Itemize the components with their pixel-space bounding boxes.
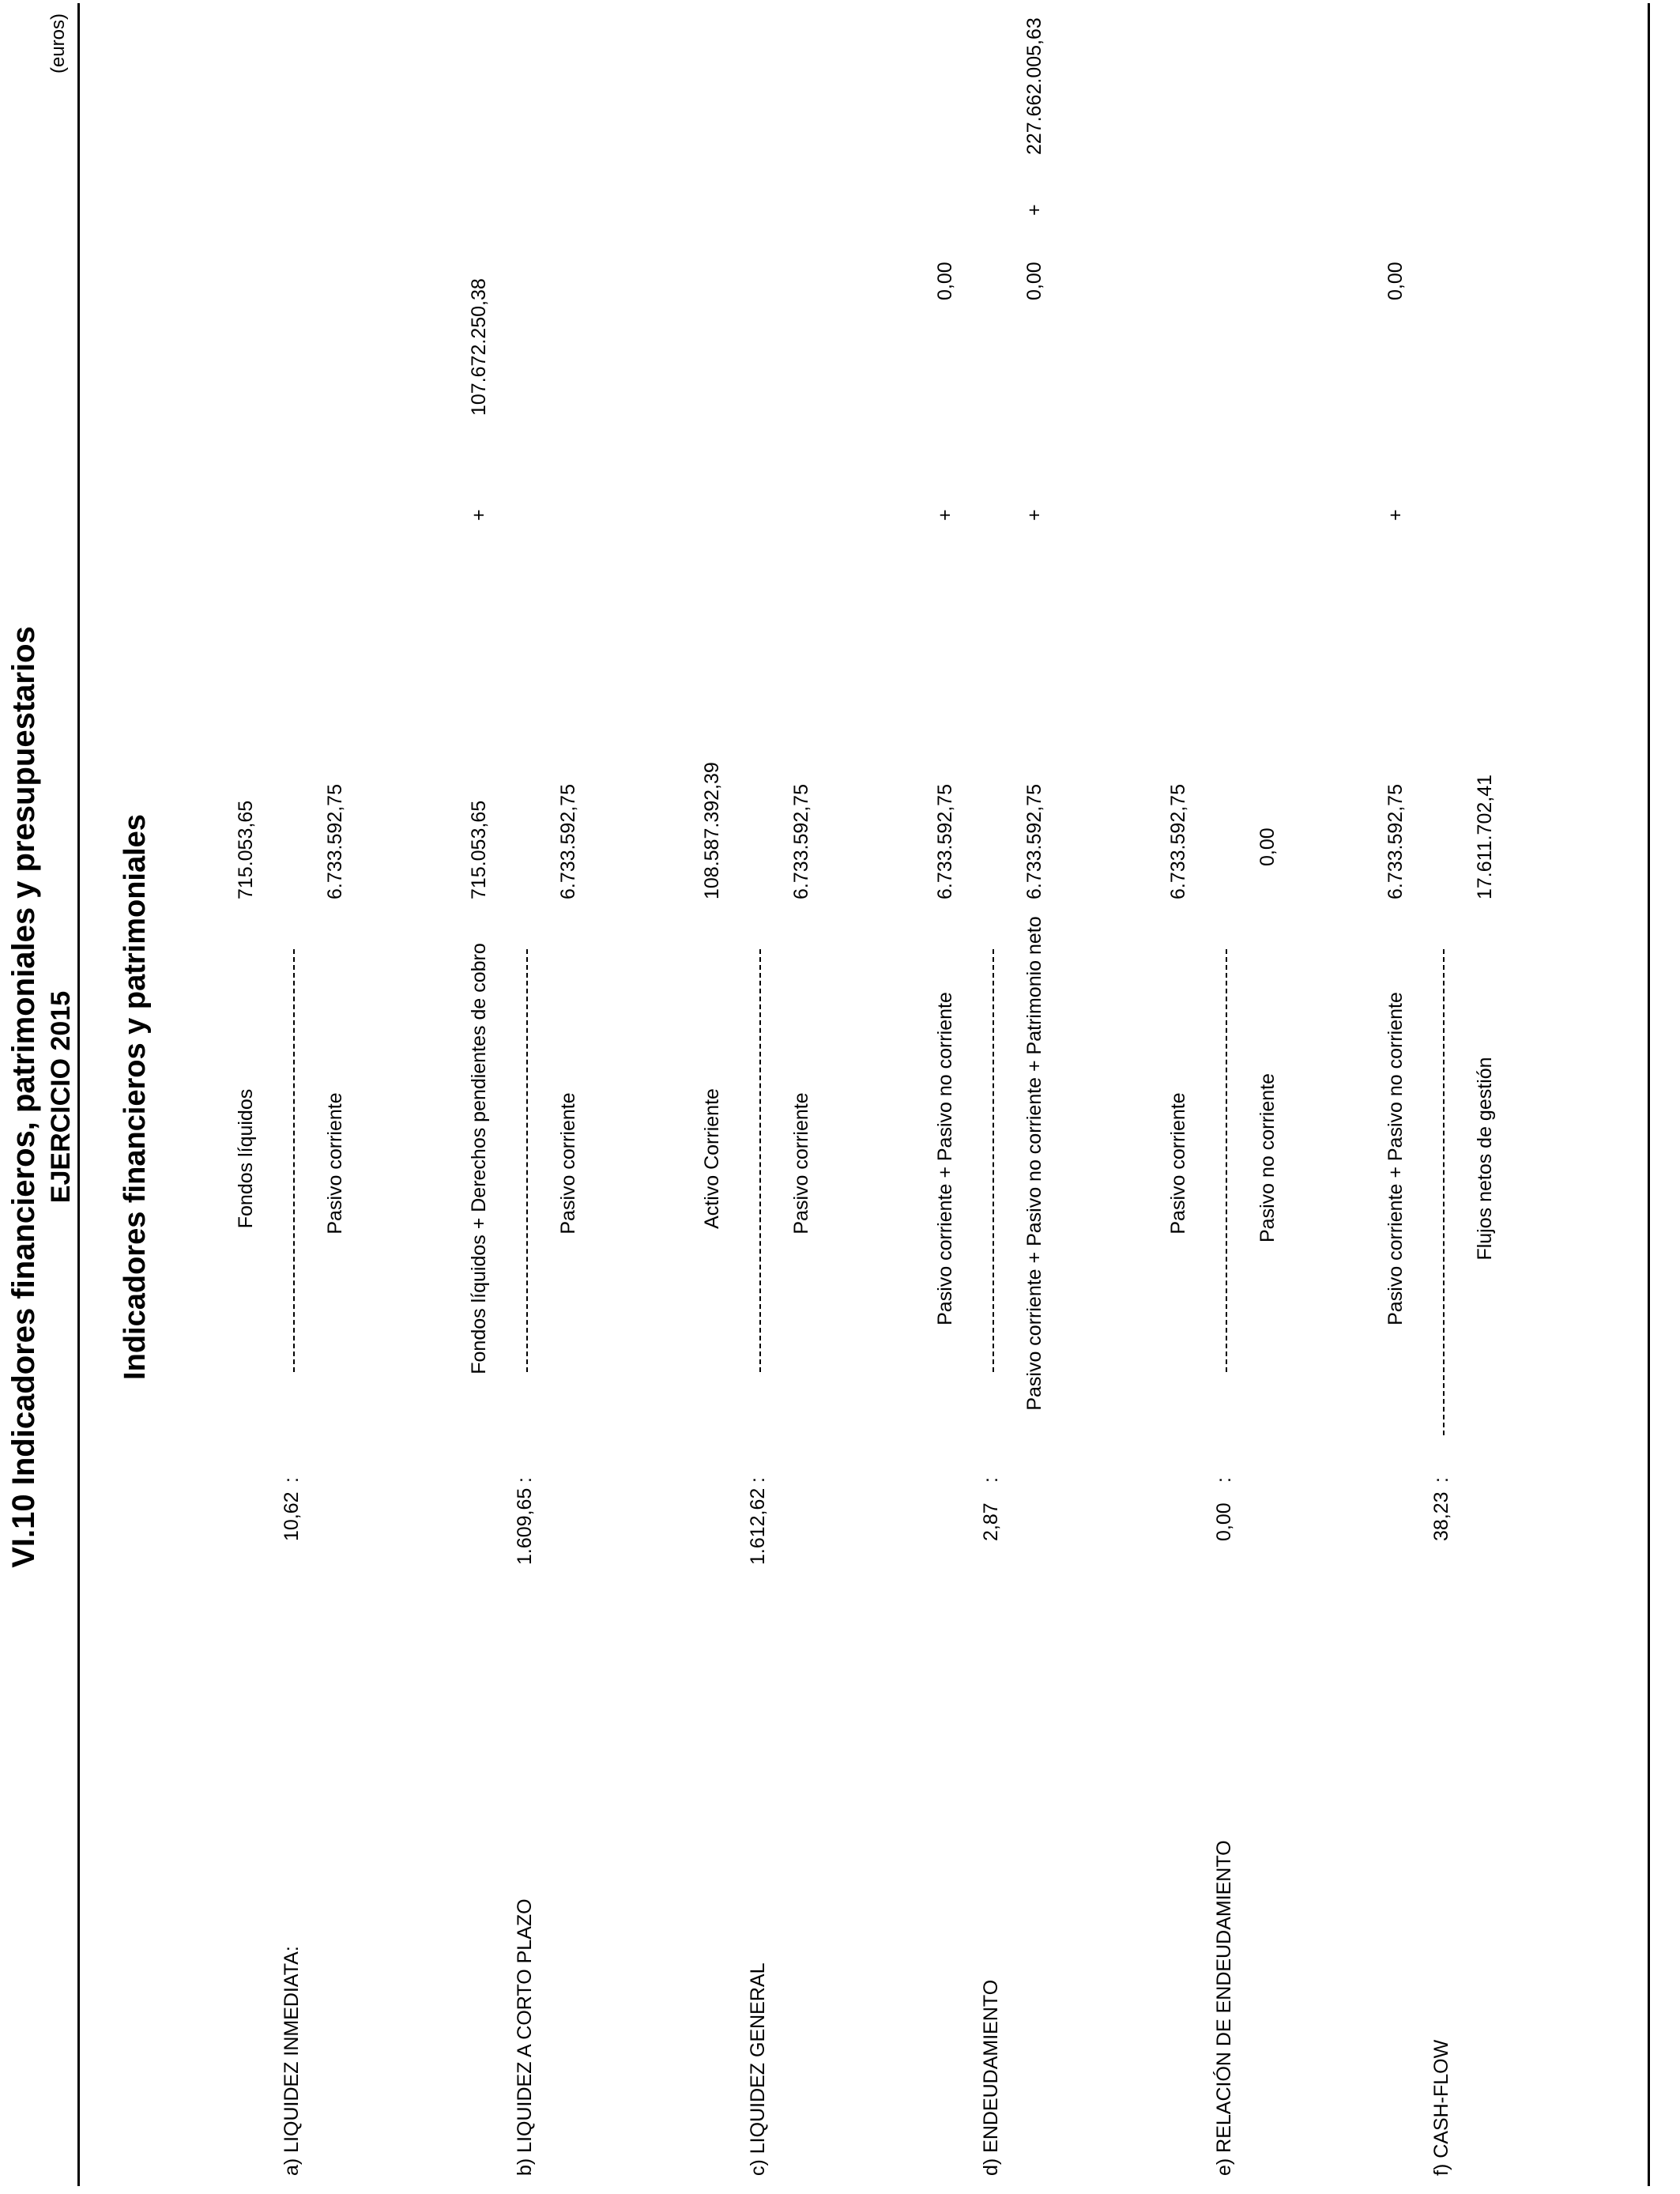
- fraction-line: [293, 949, 295, 1372]
- numerator-label: Pasivo corriente + Pasivo no corriente: [1384, 992, 1407, 1325]
- numerator-plus: +: [934, 509, 956, 521]
- fraction-line: [1226, 949, 1227, 1372]
- numerator-label: Fondos líquidos + Derechos pendientes de cobro: [468, 943, 490, 1374]
- denominator-value-2: 0,00: [1023, 262, 1045, 300]
- indicator-separator: :: [980, 1477, 1002, 1483]
- indicator-name: e) RELACIÓN DE ENDEUDAMIENTO: [1213, 1840, 1235, 2176]
- indicator-value: 10,62: [281, 1491, 303, 1541]
- indicator-value: 1.609,65: [514, 1487, 536, 1565]
- denominator-label: Pasivo corriente: [790, 1092, 812, 1235]
- denominator-value: 17.611.702,41: [1474, 774, 1496, 899]
- denominator-label: Pasivo corriente: [324, 1092, 346, 1235]
- numerator-value: 6.733.592,75: [1384, 784, 1407, 899]
- indicator-name: b) LIQUIDEZ A CORTO PLAZO: [514, 1898, 536, 2176]
- numerator-value-2: 0,00: [1384, 262, 1407, 300]
- indicator-separator: :: [747, 1477, 769, 1483]
- indicator-separator: :: [514, 1477, 536, 1483]
- denominator-value-3: 227.662.005,63: [1023, 17, 1045, 155]
- indicator-value: 38,23: [1430, 1491, 1452, 1541]
- numerator-plus: +: [1384, 509, 1407, 521]
- denominator-value: 6.733.592,75: [324, 784, 346, 899]
- numerator-label: Pasivo corriente: [1167, 1092, 1189, 1235]
- report-subtitle: EJERCICIO 2015: [46, 990, 76, 1204]
- bottom-rule: [1648, 3, 1650, 2186]
- denominator-plus: +: [1023, 509, 1045, 521]
- indicator-separator: :: [281, 1477, 303, 1483]
- indicator-name: a) LIQUIDEZ INMEDIATA:: [281, 1946, 303, 2176]
- denominator-label: Pasivo no corriente: [1256, 1072, 1279, 1243]
- indicator-value: 1.612,62: [747, 1487, 769, 1565]
- fraction-line: [1443, 949, 1445, 1435]
- indicator-value: 2,87: [980, 1502, 1002, 1541]
- denominator-value: 6.733.592,75: [557, 784, 579, 899]
- fraction-line: [993, 949, 994, 1372]
- numerator-value: 108.587.392,39: [701, 762, 723, 899]
- indicator-name: f) CASH-FLOW: [1430, 2039, 1452, 2176]
- denominator-value: 6.733.592,75: [1023, 784, 1045, 899]
- indicator-name: c) LIQUIDEZ GENERAL: [747, 1962, 769, 2176]
- numerator-value-2: 0,00: [934, 262, 956, 300]
- indicator-separator: :: [1430, 1477, 1452, 1483]
- section-title: Indicadores financieros y patrimoniales: [119, 814, 152, 1380]
- denominator-label: Pasivo corriente: [557, 1092, 579, 1235]
- numerator-label: Pasivo corriente + Pasivo no corriente: [934, 992, 956, 1325]
- numerator-value: 715.053,65: [235, 800, 257, 899]
- numerator-value: 715.053,65: [468, 800, 490, 899]
- denominator-value: 6.733.592,75: [790, 784, 812, 899]
- numerator-value: 6.733.592,75: [934, 784, 956, 899]
- indicator-value: 0,00: [1213, 1502, 1235, 1541]
- indicator-separator: :: [1213, 1477, 1235, 1483]
- numerator-value: 6.733.592,75: [1167, 784, 1189, 899]
- report-title: VI.10 Indicadores financieros, patrimoniales y presupuestarios: [6, 626, 41, 1568]
- numerator-label: Fondos líquidos: [235, 1088, 257, 1229]
- denominator-plus-2: +: [1023, 204, 1045, 216]
- denominator-label: Flujos netos de gestión: [1474, 1057, 1496, 1261]
- fraction-line: [526, 949, 528, 1372]
- numerator-value-2: 107.672.250,38: [468, 278, 490, 416]
- numerator-plus: +: [468, 509, 490, 521]
- units-label: (euros): [47, 13, 69, 74]
- denominator-value: 0,00: [1256, 827, 1279, 866]
- numerator-label: Activo Corriente: [701, 1088, 723, 1229]
- top-rule: [77, 3, 80, 2186]
- denominator-label: Pasivo corriente + Pasivo no corriente + Patrimonio neto: [1023, 916, 1045, 1411]
- fraction-line: [759, 949, 761, 1372]
- indicator-name: d) ENDEUDAMIENTO: [980, 1979, 1002, 2176]
